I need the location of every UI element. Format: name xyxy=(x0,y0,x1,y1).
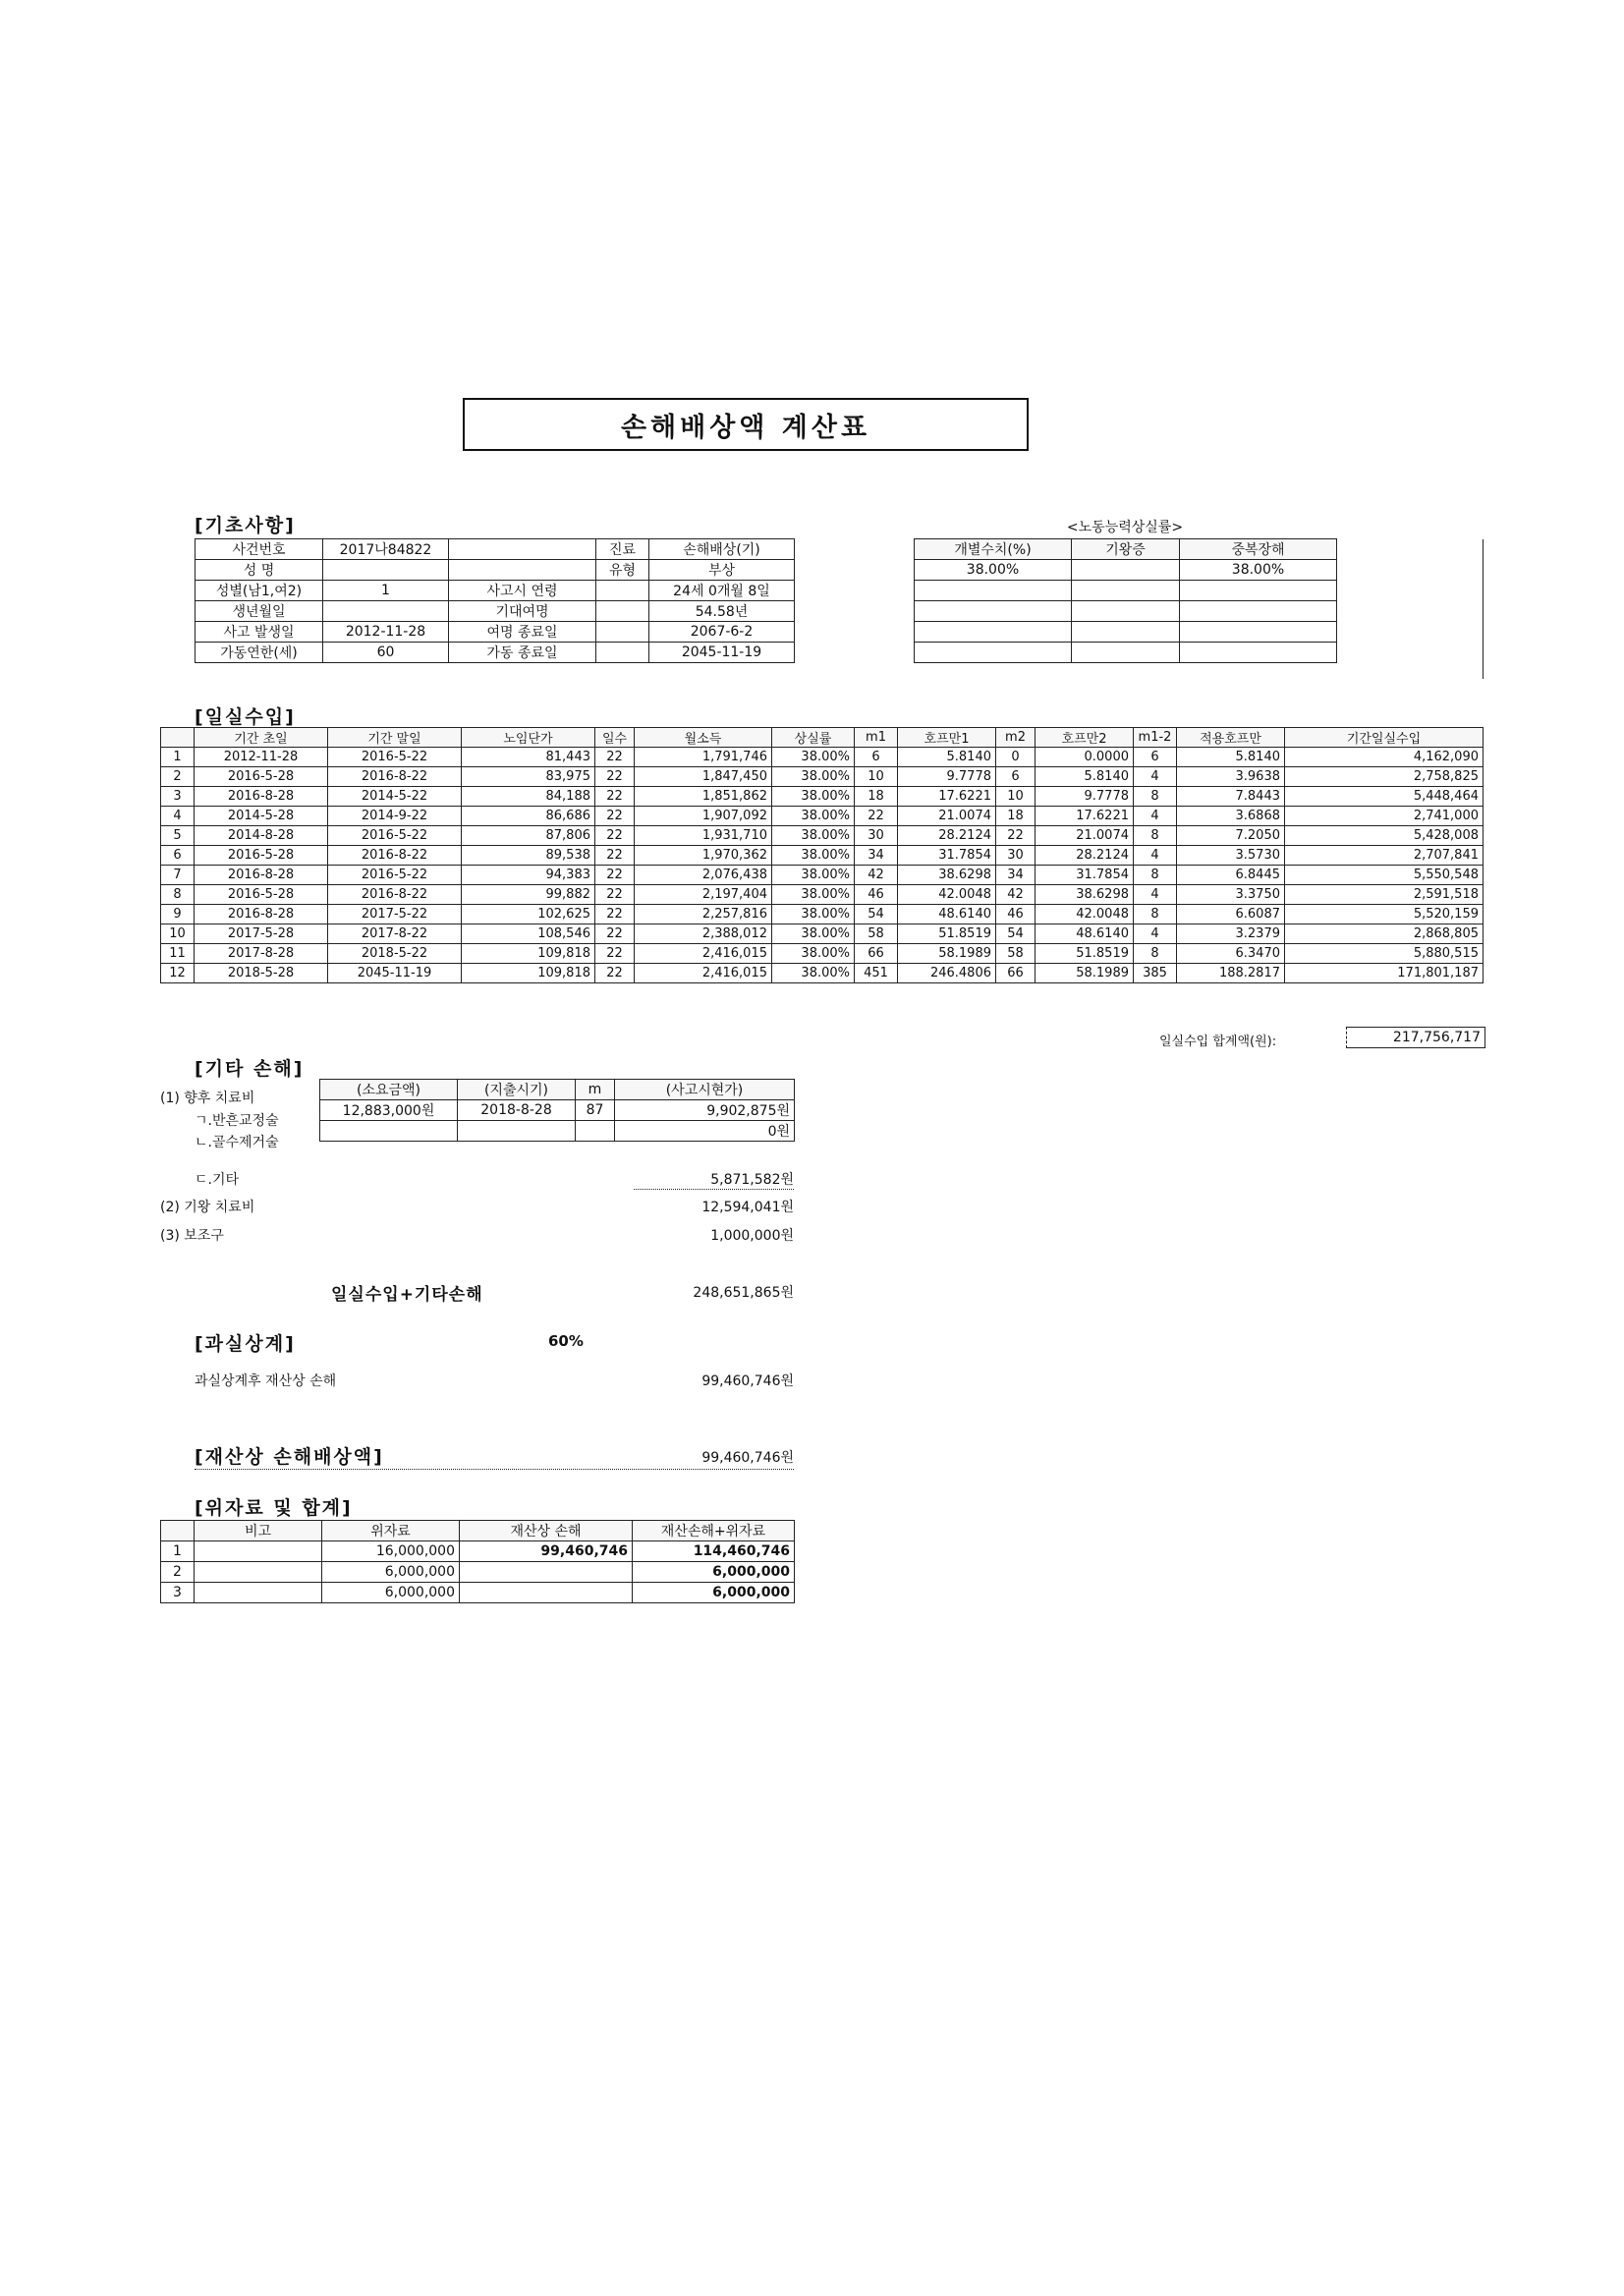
property-damage-value: 99,460,746원 xyxy=(701,1450,794,1466)
lost-income-col-header: m1-2 xyxy=(1134,728,1177,748)
lost-income-cell: 4 xyxy=(1134,807,1177,826)
lost-income-cell: 18 xyxy=(996,807,1036,826)
lost-income-cell: 4 xyxy=(1134,885,1177,905)
lost-income-col-header: 기간 초일 xyxy=(195,728,328,748)
basic-info-cell: 사고시 연령 xyxy=(449,581,596,601)
disability-col-overlap: 중복장해 xyxy=(1180,539,1337,560)
lost-income-total-value: 217,756,717 xyxy=(1346,1027,1485,1048)
lost-income-cell: 2017-8-22 xyxy=(328,924,462,944)
basic-info-cell: 54.58년 xyxy=(649,601,795,622)
subtotal-value: 248,651,865원 xyxy=(693,1285,794,1301)
lost-income-cell: 5,520,159 xyxy=(1285,905,1484,924)
lost-income-cell: 3.6868 xyxy=(1177,807,1285,826)
consolation-cell xyxy=(460,1583,633,1603)
lost-income-cell: 2016-8-22 xyxy=(328,767,462,787)
lost-income-cell: 22 xyxy=(595,807,635,826)
lost-income-cell: 2,707,841 xyxy=(1285,846,1484,866)
lost-income-cell: 38.00% xyxy=(772,826,855,846)
basic-info-cell: 성 명 xyxy=(196,560,323,581)
table-row xyxy=(161,1541,795,1562)
disability-col-preexisting: 기왕증 xyxy=(1072,539,1180,560)
lost-income-cell: 6 xyxy=(996,767,1036,787)
lost-income-cell: 5,428,008 xyxy=(1285,826,1484,846)
basic-info-cell: 가동 종료일 xyxy=(449,643,596,663)
lost-income-cell: 38.00% xyxy=(772,767,855,787)
lost-income-col-header: 일수 xyxy=(595,728,635,748)
lost-income-cell: 1 xyxy=(161,748,195,767)
consolation-col-header: 위자료 xyxy=(322,1521,460,1541)
lost-income-cell: 2012-11-28 xyxy=(195,748,328,767)
lost-income-cell: 2016-8-22 xyxy=(328,846,462,866)
lost-income-cell: 54 xyxy=(996,924,1036,944)
lost-income-cell: 22 xyxy=(595,767,635,787)
lost-income-col-header: 호프만1 xyxy=(898,728,996,748)
lost-income-cell: 2014-9-22 xyxy=(328,807,462,826)
lost-income-cell: 42.0048 xyxy=(898,885,996,905)
lost-income-cell: 2,416,015 xyxy=(635,964,772,983)
lost-income-col-header xyxy=(161,728,195,748)
lost-income-cell: 81,443 xyxy=(462,748,595,767)
lost-income-cell: 6 xyxy=(855,748,898,767)
lost-income-cell: 1,907,092 xyxy=(635,807,772,826)
lost-income-cell: 89,538 xyxy=(462,846,595,866)
basic-info-cell: 가동연한(세) xyxy=(196,643,323,663)
lost-income-cell: 87,806 xyxy=(462,826,595,846)
future-row2-label: ㄴ.골수제거술 xyxy=(195,1135,279,1150)
consolation-cell: 16,000,000 xyxy=(322,1541,460,1562)
fault-header: [과실상계] xyxy=(195,1333,296,1355)
lost-income-cell: 2,197,404 xyxy=(635,885,772,905)
lost-income-cell: 6 xyxy=(161,846,195,866)
consolation-cell xyxy=(460,1562,633,1583)
lost-income-cell: 38.00% xyxy=(772,787,855,807)
fault-rate: 60% xyxy=(548,1332,584,1350)
basic-info-cell: 기대여명 xyxy=(449,601,596,622)
table-row xyxy=(161,924,1484,944)
lost-income-cell: 2016-8-28 xyxy=(195,787,328,807)
lost-income-cell: 3.2379 xyxy=(1177,924,1285,944)
lost-income-cell: 2014-8-28 xyxy=(195,826,328,846)
disability-table xyxy=(914,538,1337,663)
lost-income-cell: 38.00% xyxy=(772,807,855,826)
consolation-col-header: 비고 xyxy=(195,1521,322,1541)
future-row1-label: ㄱ.반흔교정술 xyxy=(195,1113,279,1129)
lost-income-cell: 2016-5-22 xyxy=(328,826,462,846)
basic-info-header: [기초사항] xyxy=(195,515,296,536)
lost-income-cell: 22 xyxy=(996,826,1036,846)
lost-income-cell: 5.8140 xyxy=(898,748,996,767)
lost-income-cell: 38.00% xyxy=(772,866,855,885)
lost-income-cell: 17.6221 xyxy=(898,787,996,807)
lost-income-col-header: 기간 말일 xyxy=(328,728,462,748)
consolation-cell: 3 xyxy=(161,1583,195,1603)
table-row xyxy=(161,787,1484,807)
table-row xyxy=(161,767,1484,787)
lost-income-cell: 2045-11-19 xyxy=(328,964,462,983)
lost-income-cell: 99,882 xyxy=(462,885,595,905)
basic-info-row xyxy=(196,581,795,601)
lost-income-cell: 2016-5-22 xyxy=(328,748,462,767)
aid-device-value: 1,000,000원 xyxy=(710,1228,794,1244)
lost-income-cell: 6.3470 xyxy=(1177,944,1285,964)
lost-income-cell: 0.0000 xyxy=(1036,748,1134,767)
consolation-col-header: 재산손해+위자료 xyxy=(633,1521,795,1541)
lost-income-cell: 246.4806 xyxy=(898,964,996,983)
consolation-cell: 99,460,746 xyxy=(460,1541,633,1562)
other-damages-header: [기타 손해] xyxy=(195,1058,305,1080)
lost-income-cell: 6.8445 xyxy=(1177,866,1285,885)
table-row xyxy=(161,866,1484,885)
lost-income-cell: 2,758,825 xyxy=(1285,767,1484,787)
lost-income-cell: 451 xyxy=(855,964,898,983)
right-border-line xyxy=(1483,539,1484,679)
lost-income-col-header: 기간일실수입 xyxy=(1285,728,1484,748)
lost-income-cell: 3.9638 xyxy=(1177,767,1285,787)
lost-income-cell: 2016-8-22 xyxy=(328,885,462,905)
lost-income-cell: 28.2124 xyxy=(898,826,996,846)
basic-info-cell xyxy=(323,601,449,622)
table-row xyxy=(161,807,1484,826)
table-row xyxy=(161,846,1484,866)
basic-info-cell xyxy=(596,581,649,601)
consolation-cell: 1 xyxy=(161,1541,195,1562)
basic-info-table xyxy=(195,538,795,663)
lost-income-cell: 5,448,464 xyxy=(1285,787,1484,807)
consolation-cell: 6,000,000 xyxy=(633,1562,795,1583)
future-row1-amount: 12,883,000원 xyxy=(320,1100,458,1121)
lost-income-cell: 28.2124 xyxy=(1036,846,1134,866)
lost-income-cell: 2,388,012 xyxy=(635,924,772,944)
lost-income-cell: 58.1989 xyxy=(898,944,996,964)
basic-info-row xyxy=(196,539,795,560)
lost-income-cell: 30 xyxy=(996,846,1036,866)
lost-income-cell: 31.7854 xyxy=(898,846,996,866)
lost-income-cell: 2 xyxy=(161,767,195,787)
lost-income-cell: 84,188 xyxy=(462,787,595,807)
table-row xyxy=(161,826,1484,846)
lost-income-cell: 10 xyxy=(996,787,1036,807)
lost-income-cell: 8 xyxy=(1134,787,1177,807)
future-treatment-table xyxy=(319,1079,795,1142)
basic-info-cell: 60 xyxy=(323,643,449,663)
table-row xyxy=(161,944,1484,964)
basic-info-cell xyxy=(596,622,649,643)
lost-income-cell: 42 xyxy=(996,885,1036,905)
lost-income-cell: 2,741,000 xyxy=(1285,807,1484,826)
lost-income-cell: 21.0074 xyxy=(1036,826,1134,846)
lost-income-cell: 38.6298 xyxy=(898,866,996,885)
table-row xyxy=(161,905,1484,924)
lost-income-cell: 8 xyxy=(1134,905,1177,924)
consolation-header: [위자료 및 합계] xyxy=(195,1497,353,1519)
basic-info-row xyxy=(196,643,795,663)
lost-income-cell: 1,847,450 xyxy=(635,767,772,787)
consolation-cell xyxy=(195,1562,322,1583)
table-row xyxy=(161,1583,795,1603)
lost-income-cell: 10 xyxy=(855,767,898,787)
lost-income-cell: 5.8140 xyxy=(1036,767,1134,787)
lost-income-cell: 2,076,438 xyxy=(635,866,772,885)
lost-income-cell: 38.00% xyxy=(772,846,855,866)
basic-info-cell xyxy=(596,643,649,663)
consolation-col-header xyxy=(161,1521,195,1541)
lost-income-cell: 4 xyxy=(1134,767,1177,787)
future-row1-m: 87 xyxy=(576,1100,615,1121)
lost-income-cell: 51.8519 xyxy=(1036,944,1134,964)
lost-income-cell: 38.00% xyxy=(772,748,855,767)
basic-info-cell: 여명 종료일 xyxy=(449,622,596,643)
lost-income-cell: 38.6298 xyxy=(1036,885,1134,905)
lost-income-cell: 58.1989 xyxy=(1036,964,1134,983)
lost-income-cell: 18 xyxy=(855,787,898,807)
lost-income-cell: 12 xyxy=(161,964,195,983)
lost-income-cell: 4 xyxy=(1134,924,1177,944)
aid-device-label: (3) 보조구 xyxy=(160,1228,224,1244)
lost-income-col-header: 호프만2 xyxy=(1036,728,1134,748)
lost-income-cell: 34 xyxy=(855,846,898,866)
basic-info-cell xyxy=(449,560,596,581)
lost-income-cell: 171,801,187 xyxy=(1285,964,1484,983)
lost-income-cell: 38.00% xyxy=(772,924,855,944)
lost-income-cell: 31.7854 xyxy=(1036,866,1134,885)
lost-income-cell: 46 xyxy=(855,885,898,905)
lost-income-cell: 21.0074 xyxy=(898,807,996,826)
lost-income-cell: 10 xyxy=(161,924,195,944)
lost-income-cell: 3 xyxy=(161,787,195,807)
lost-income-cell: 22 xyxy=(595,846,635,866)
basic-info-cell: 진료 xyxy=(596,539,649,560)
lost-income-cell: 2014-5-28 xyxy=(195,807,328,826)
lost-income-cell: 22 xyxy=(595,964,635,983)
future-row3-value: 5,871,582원 xyxy=(634,1169,794,1190)
lost-income-cell: 188.2817 xyxy=(1177,964,1285,983)
lost-income-col-header: 적용호프만 xyxy=(1177,728,1285,748)
lost-income-cell: 42.0048 xyxy=(1036,905,1134,924)
lost-income-cell: 38.00% xyxy=(772,885,855,905)
lost-income-cell: 4,162,090 xyxy=(1285,748,1484,767)
disability-preexisting-value xyxy=(1072,560,1180,581)
lost-income-cell: 7.8443 xyxy=(1177,787,1285,807)
lost-income-cell: 5,880,515 xyxy=(1285,944,1484,964)
future-row1-date: 2018-8-28 xyxy=(458,1100,576,1121)
lost-income-cell: 2018-5-22 xyxy=(328,944,462,964)
lost-income-cell: 38.00% xyxy=(772,964,855,983)
lost-income-cell: 22 xyxy=(595,885,635,905)
basic-info-cell: 성별(남1,여2) xyxy=(196,581,323,601)
lost-income-cell: 2016-8-28 xyxy=(195,905,328,924)
lost-income-cell: 2016-5-22 xyxy=(328,866,462,885)
lost-income-cell: 3.3750 xyxy=(1177,885,1285,905)
lost-income-cell: 2014-5-22 xyxy=(328,787,462,807)
lost-income-cell: 7.2050 xyxy=(1177,826,1285,846)
lost-income-cell: 66 xyxy=(996,964,1036,983)
lost-income-col-header: m2 xyxy=(996,728,1036,748)
lost-income-cell: 66 xyxy=(855,944,898,964)
lost-income-cell: 22 xyxy=(595,905,635,924)
basic-info-cell: 부상 xyxy=(649,560,795,581)
lost-income-cell: 2,591,518 xyxy=(1285,885,1484,905)
lost-income-cell: 38.00% xyxy=(772,944,855,964)
future-row1-value: 9,902,875원 xyxy=(615,1100,795,1121)
lost-income-cell: 2,416,015 xyxy=(635,944,772,964)
lost-income-cell: 2017-5-22 xyxy=(328,905,462,924)
lost-income-cell: 0 xyxy=(996,748,1036,767)
table-row xyxy=(161,964,1484,983)
lost-income-cell: 6.6087 xyxy=(1177,905,1285,924)
consolation-cell: 114,460,746 xyxy=(633,1541,795,1562)
lost-income-cell: 2016-5-28 xyxy=(195,885,328,905)
lost-income-cell: 30 xyxy=(855,826,898,846)
lost-income-cell: 8 xyxy=(1134,944,1177,964)
consolation-cell xyxy=(195,1583,322,1603)
lost-income-cell: 5.8140 xyxy=(1177,748,1285,767)
future-row3-label: ㄷ.기타 xyxy=(195,1172,240,1188)
lost-income-cell: 22 xyxy=(855,807,898,826)
future-col-present-value: (사고시현가) xyxy=(615,1080,795,1100)
consolation-cell: 6,000,000 xyxy=(322,1562,460,1583)
lost-income-cell: 22 xyxy=(595,826,635,846)
lost-income-cell: 5,550,548 xyxy=(1285,866,1484,885)
consolation-cell: 6,000,000 xyxy=(633,1583,795,1603)
basic-info-cell: 생년월일 xyxy=(196,601,323,622)
basic-info-cell: 손해배상(기) xyxy=(649,539,795,560)
lost-income-cell: 6 xyxy=(1134,748,1177,767)
lost-income-cell: 42 xyxy=(855,866,898,885)
disability-individual-value: 38.00% xyxy=(915,560,1072,581)
lost-income-cell: 5 xyxy=(161,826,195,846)
property-damage-header: [재산상 손해배상액] xyxy=(195,1442,794,1470)
lost-income-cell: 9.7778 xyxy=(898,767,996,787)
lost-income-cell: 2018-5-28 xyxy=(195,964,328,983)
lost-income-cell: 22 xyxy=(595,748,635,767)
lost-income-cell: 1,931,710 xyxy=(635,826,772,846)
lost-income-cell: 108,546 xyxy=(462,924,595,944)
table-row xyxy=(161,1562,795,1583)
document-title: 손해배상액 계산표 xyxy=(463,398,1029,451)
lost-income-cell: 34 xyxy=(996,866,1036,885)
basic-info-row xyxy=(196,622,795,643)
table-row xyxy=(161,748,1484,767)
disability-header: <노동능력상실률> xyxy=(1066,520,1184,535)
future-col-m: m xyxy=(576,1080,615,1100)
lost-income-col-header: 상실률 xyxy=(772,728,855,748)
future-col-amount: (소요금액) xyxy=(320,1080,458,1100)
basic-info-cell: 2045-11-19 xyxy=(649,643,795,663)
lost-income-cell: 1,970,362 xyxy=(635,846,772,866)
consolation-table xyxy=(160,1520,795,1603)
past-treatment-value: 12,594,041원 xyxy=(701,1200,794,1215)
lost-income-cell: 8 xyxy=(1134,826,1177,846)
lost-income-cell: 9.7778 xyxy=(1036,787,1134,807)
lost-income-cell: 51.8519 xyxy=(898,924,996,944)
lost-income-cell: 17.6221 xyxy=(1036,807,1134,826)
lost-income-cell: 2016-8-28 xyxy=(195,866,328,885)
lost-income-col-header: 노임단가 xyxy=(462,728,595,748)
lost-income-cell: 83,975 xyxy=(462,767,595,787)
lost-income-cell: 4 xyxy=(1134,846,1177,866)
lost-income-total-label: 일실수입 합계액(원): xyxy=(1159,1035,1277,1049)
consolation-cell: 2 xyxy=(161,1562,195,1583)
future-row2-value: 0원 xyxy=(615,1121,795,1142)
basic-info-cell xyxy=(449,539,596,560)
lost-income-cell: 22 xyxy=(595,787,635,807)
lost-income-cell: 8 xyxy=(161,885,195,905)
lost-income-col-header: 월소득 xyxy=(635,728,772,748)
lost-income-cell: 2016-5-28 xyxy=(195,846,328,866)
table-row xyxy=(161,885,1484,905)
basic-info-cell: 유형 xyxy=(596,560,649,581)
lost-income-cell: 385 xyxy=(1134,964,1177,983)
future-treatment-label: (1) 향후 치료비 xyxy=(160,1091,255,1106)
basic-info-cell xyxy=(596,601,649,622)
lost-income-cell: 102,625 xyxy=(462,905,595,924)
lost-income-cell: 54 xyxy=(855,905,898,924)
future-col-date: (지출시기) xyxy=(458,1080,576,1100)
lost-income-cell: 11 xyxy=(161,944,195,964)
lost-income-cell: 9 xyxy=(161,905,195,924)
basic-info-cell: 2012-11-28 xyxy=(323,622,449,643)
basic-info-row xyxy=(196,601,795,622)
past-treatment-label: (2) 기왕 치료비 xyxy=(160,1200,255,1215)
lost-income-cell: 1,791,746 xyxy=(635,748,772,767)
lost-income-cell: 46 xyxy=(996,905,1036,924)
lost-income-cell: 48.6140 xyxy=(1036,924,1134,944)
lost-income-cell: 58 xyxy=(855,924,898,944)
lost-income-cell: 2017-5-28 xyxy=(195,924,328,944)
basic-info-cell: 사건번호 xyxy=(196,539,323,560)
basic-info-cell: 사고 발생일 xyxy=(196,622,323,643)
consolation-col-header: 재산상 손해 xyxy=(460,1521,633,1541)
lost-income-cell: 1,851,862 xyxy=(635,787,772,807)
lost-income-cell: 94,383 xyxy=(462,866,595,885)
lost-income-cell: 22 xyxy=(595,944,635,964)
lost-income-cell: 2016-5-28 xyxy=(195,767,328,787)
basic-info-cell: 1 xyxy=(323,581,449,601)
consolation-cell xyxy=(195,1541,322,1562)
disability-col-individual: 개별수치(%) xyxy=(915,539,1072,560)
lost-income-col-header: m1 xyxy=(855,728,898,748)
basic-info-cell: 2067-6-2 xyxy=(649,622,795,643)
basic-info-row xyxy=(196,560,795,581)
lost-income-cell: 2017-8-28 xyxy=(195,944,328,964)
lost-income-cell: 2,257,816 xyxy=(635,905,772,924)
lost-income-cell: 86,686 xyxy=(462,807,595,826)
fault-result-value: 99,460,746원 xyxy=(701,1373,794,1389)
lost-income-cell: 22 xyxy=(595,866,635,885)
lost-income-cell: 22 xyxy=(595,924,635,944)
lost-income-cell: 7 xyxy=(161,866,195,885)
lost-income-cell: 109,818 xyxy=(462,944,595,964)
lost-income-cell: 8 xyxy=(1134,866,1177,885)
lost-income-cell: 58 xyxy=(996,944,1036,964)
basic-info-cell xyxy=(323,560,449,581)
subtotal-label: 일실수입+기타손해 xyxy=(331,1285,483,1305)
lost-income-cell: 38.00% xyxy=(772,905,855,924)
lost-income-cell: 3.5730 xyxy=(1177,846,1285,866)
lost-income-cell: 4 xyxy=(161,807,195,826)
lost-income-table xyxy=(160,727,1484,983)
lost-income-cell: 109,818 xyxy=(462,964,595,983)
basic-info-cell: 24세 0개월 8일 xyxy=(649,581,795,601)
basic-info-cell: 2017나84822 xyxy=(323,539,449,560)
consolation-cell: 6,000,000 xyxy=(322,1583,460,1603)
lost-income-cell: 48.6140 xyxy=(898,905,996,924)
lost-income-cell: 2,868,805 xyxy=(1285,924,1484,944)
lost-income-header: [일실수입] xyxy=(195,706,296,728)
fault-result-label: 과실상계후 재산상 손해 xyxy=(195,1373,337,1389)
disability-overlap-value: 38.00% xyxy=(1180,560,1337,581)
